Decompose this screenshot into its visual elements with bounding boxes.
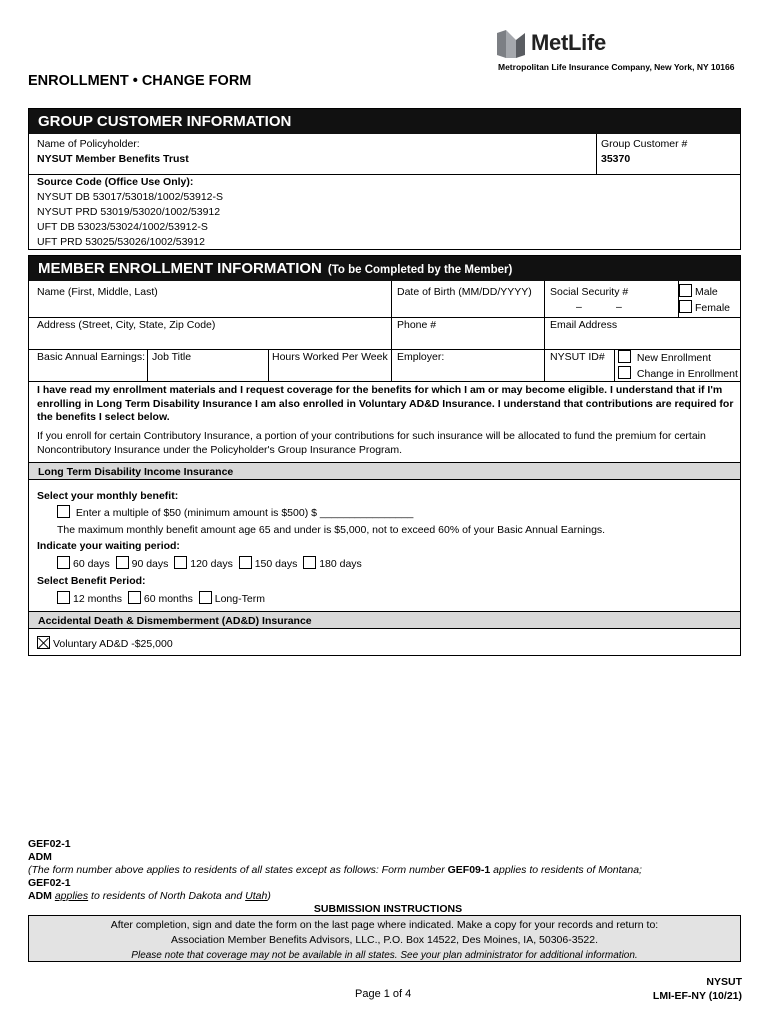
submission-instructions: [28, 915, 741, 962]
period-option-label: 12 months: [73, 593, 123, 605]
period-option-label: 60 months: [143, 593, 193, 605]
dob-field[interactable]: Date of Birth (MM/DD/YYYY): [397, 286, 532, 298]
ltd-select-label: Select your monthly benefit:: [37, 490, 179, 502]
form-number: [600, 975, 742, 1003]
ssn-dash: –: [616, 301, 622, 313]
waiting-option-label: 150 days: [254, 558, 298, 570]
group-banner: GROUP CUSTOMER INFORMATION: [29, 109, 740, 134]
ltd-multiple-option[interactable]: [57, 505, 413, 520]
source-code-line: UFT DB 53023/53024/1002/53912-S: [37, 221, 208, 233]
brand-name: MetLife: [531, 30, 606, 55]
period-option[interactable]: [199, 593, 265, 605]
address-field[interactable]: Address (Street, City, State, Zip Code): [37, 319, 216, 331]
group-customer-label: Group Customer #: [601, 138, 688, 150]
male-checkbox[interactable]: [679, 284, 692, 297]
waiting-checkbox[interactable]: [116, 556, 129, 569]
ltd-multiple-label: Enter a multiple of $50 (minimum amount is $500) $ ________________: [75, 507, 414, 519]
new-enrollment-checkbox[interactable]: [618, 350, 631, 363]
group-customer-value: 35370: [601, 153, 631, 165]
change-enrollment-option[interactable]: [618, 366, 738, 381]
earnings-field[interactable]: Basic Annual Earnings:: [37, 351, 145, 363]
male-option[interactable]: [679, 284, 718, 299]
waiting-option[interactable]: [174, 558, 233, 570]
male-label: Male: [695, 286, 718, 298]
waiting-option[interactable]: [303, 558, 362, 570]
waiting-option-label: 60 days: [73, 558, 110, 570]
member-banner-title: MEMBER ENROLLMENT INFORMATION: [38, 260, 322, 277]
email-field[interactable]: Email Address: [550, 319, 618, 331]
ssn-dash: –: [576, 301, 582, 313]
ssn-field[interactable]: Social Security #: [550, 286, 629, 298]
nysut-id-field[interactable]: NYSUT ID#: [550, 351, 605, 363]
period-option[interactable]: [128, 593, 193, 605]
instruction-line: After completion, sign and date the form on the last page where indicated. Make a copy for your records and return to:: [110, 919, 659, 931]
add-option[interactable]: [37, 636, 173, 651]
coverage-statement: I have read my enrollment materials and I request coverage for the benefits for which I am or may become eligible. I understand that if I'm enrolling in Long Term Disability Insurance I am also enrolled in Voluntary AD&D Insurance. I understand that contributions are required for the benefits I select below.: [37, 384, 734, 423]
waiting-checkbox[interactable]: [303, 556, 316, 569]
waiting-checkbox[interactable]: [239, 556, 252, 569]
period-checkbox[interactable]: [199, 591, 212, 604]
form-code: GEF02-1: [28, 877, 71, 889]
page-number: Page 1 of 4: [355, 988, 412, 1000]
female-checkbox[interactable]: [679, 300, 692, 313]
employer-field[interactable]: Employer:: [397, 351, 445, 363]
waiting-option[interactable]: [239, 558, 298, 570]
source-code-label: Source Code (Office Use Only):: [37, 176, 194, 188]
waiting-checkbox[interactable]: [174, 556, 187, 569]
group-customer-section: [28, 108, 741, 250]
policyholder-label: Name of Policyholder:: [37, 138, 140, 150]
metlife-logo: [497, 30, 619, 60]
change-enrollment-label: Change in Enrollment: [636, 368, 738, 380]
female-label: Female: [695, 302, 731, 314]
new-enrollment-label: New Enrollment: [636, 352, 712, 364]
add-checkbox[interactable]: [37, 636, 50, 649]
member-banner: [29, 256, 740, 281]
contribution-statement: If you enroll for certain Contributory Insurance, a portion of your contributions for such insurance will be allocated to fund the premium for certain Noncontributory Insurance under the Policyholder's Group Insurance Program.: [37, 430, 706, 456]
benefit-period-label: Select Benefit Period:: [37, 575, 146, 587]
hours-field[interactable]: Hours Worked Per Week: [272, 351, 388, 363]
source-code-line: NYSUT PRD 53019/53020/1002/53912: [37, 206, 221, 218]
change-enrollment-checkbox[interactable]: [618, 366, 631, 379]
period-checkbox[interactable]: [128, 591, 141, 604]
waiting-option[interactable]: [116, 558, 169, 570]
period-option[interactable]: [57, 593, 122, 605]
member-banner-sub: (To be Completed by the Member): [327, 264, 513, 276]
form-codes: [28, 838, 748, 903]
form-id: NYSUT: [706, 976, 742, 988]
waiting-checkbox[interactable]: [57, 556, 70, 569]
new-enrollment-option[interactable]: [618, 350, 711, 365]
form-code-note: (The form number above applies to residents of all states except as follows: Form number GEF09-1 applies to residents of Montana;: [28, 864, 642, 876]
form-id: LMI-EF-NY (10/21): [652, 990, 742, 1002]
source-code-line: NYSUT DB 53017/53018/1002/53912-S: [37, 191, 224, 203]
phone-field[interactable]: Phone #: [397, 319, 437, 331]
waiting-option-label: 90 days: [131, 558, 169, 570]
source-code-line: UFT PRD 53025/53026/1002/53912: [37, 236, 205, 248]
add-title: Accidental Death & Dismemberment (AD&D) Insurance: [29, 611, 740, 629]
period-option-label: Long-Term: [214, 593, 265, 605]
waiting-option-label: 120 days: [190, 558, 233, 570]
instruction-note: Please note that coverage may not be available in all states. See your plan administrator for additional information.: [131, 950, 638, 961]
ltd-multiple-checkbox[interactable]: [57, 505, 70, 518]
form-code-ref: GEF09-1: [447, 864, 491, 876]
name-field[interactable]: Name (First, Middle, Last): [37, 286, 158, 298]
metlife-logo-icon: [497, 30, 525, 58]
form-title: ENROLLMENT • CHANGE FORM: [28, 73, 252, 89]
submission-title: SUBMISSION INSTRUCTIONS: [313, 903, 463, 915]
waiting-option-label: 180 days: [319, 558, 362, 570]
form-code-sub: ADM: [28, 851, 52, 863]
policyholder-value: NYSUT Member Benefits Trust: [37, 153, 189, 165]
form-code: GEF02-1: [28, 838, 71, 850]
form-code-note: ADM applies to residents of North Dakota and Utah): [28, 890, 271, 902]
waiting-period-options: [57, 556, 362, 571]
job-title-field[interactable]: Job Title: [152, 351, 192, 363]
waiting-option[interactable]: [57, 558, 110, 570]
ltd-max-note: The maximum monthly benefit amount age 65 and under is $5,000, not to exceed 60% of your Basic Annual Earnings.: [57, 524, 606, 536]
benefit-period-options: [57, 591, 265, 606]
add-option-label: Voluntary AD&D -$25,000: [53, 638, 173, 650]
member-enrollment-section: [28, 255, 741, 656]
instruction-line: Association Member Benefits Advisors, LLC., P.O. Box 14522, Des Moines, IA, 50306-3522.: [170, 934, 599, 946]
female-option[interactable]: [679, 300, 730, 315]
waiting-period-label: Indicate your waiting period:: [37, 540, 180, 552]
company-line: Metropolitan Life Insurance Company, New York, NY 10166: [498, 62, 735, 72]
ltd-title: Long Term Disability Income Insurance: [29, 462, 740, 480]
period-checkbox[interactable]: [57, 591, 70, 604]
